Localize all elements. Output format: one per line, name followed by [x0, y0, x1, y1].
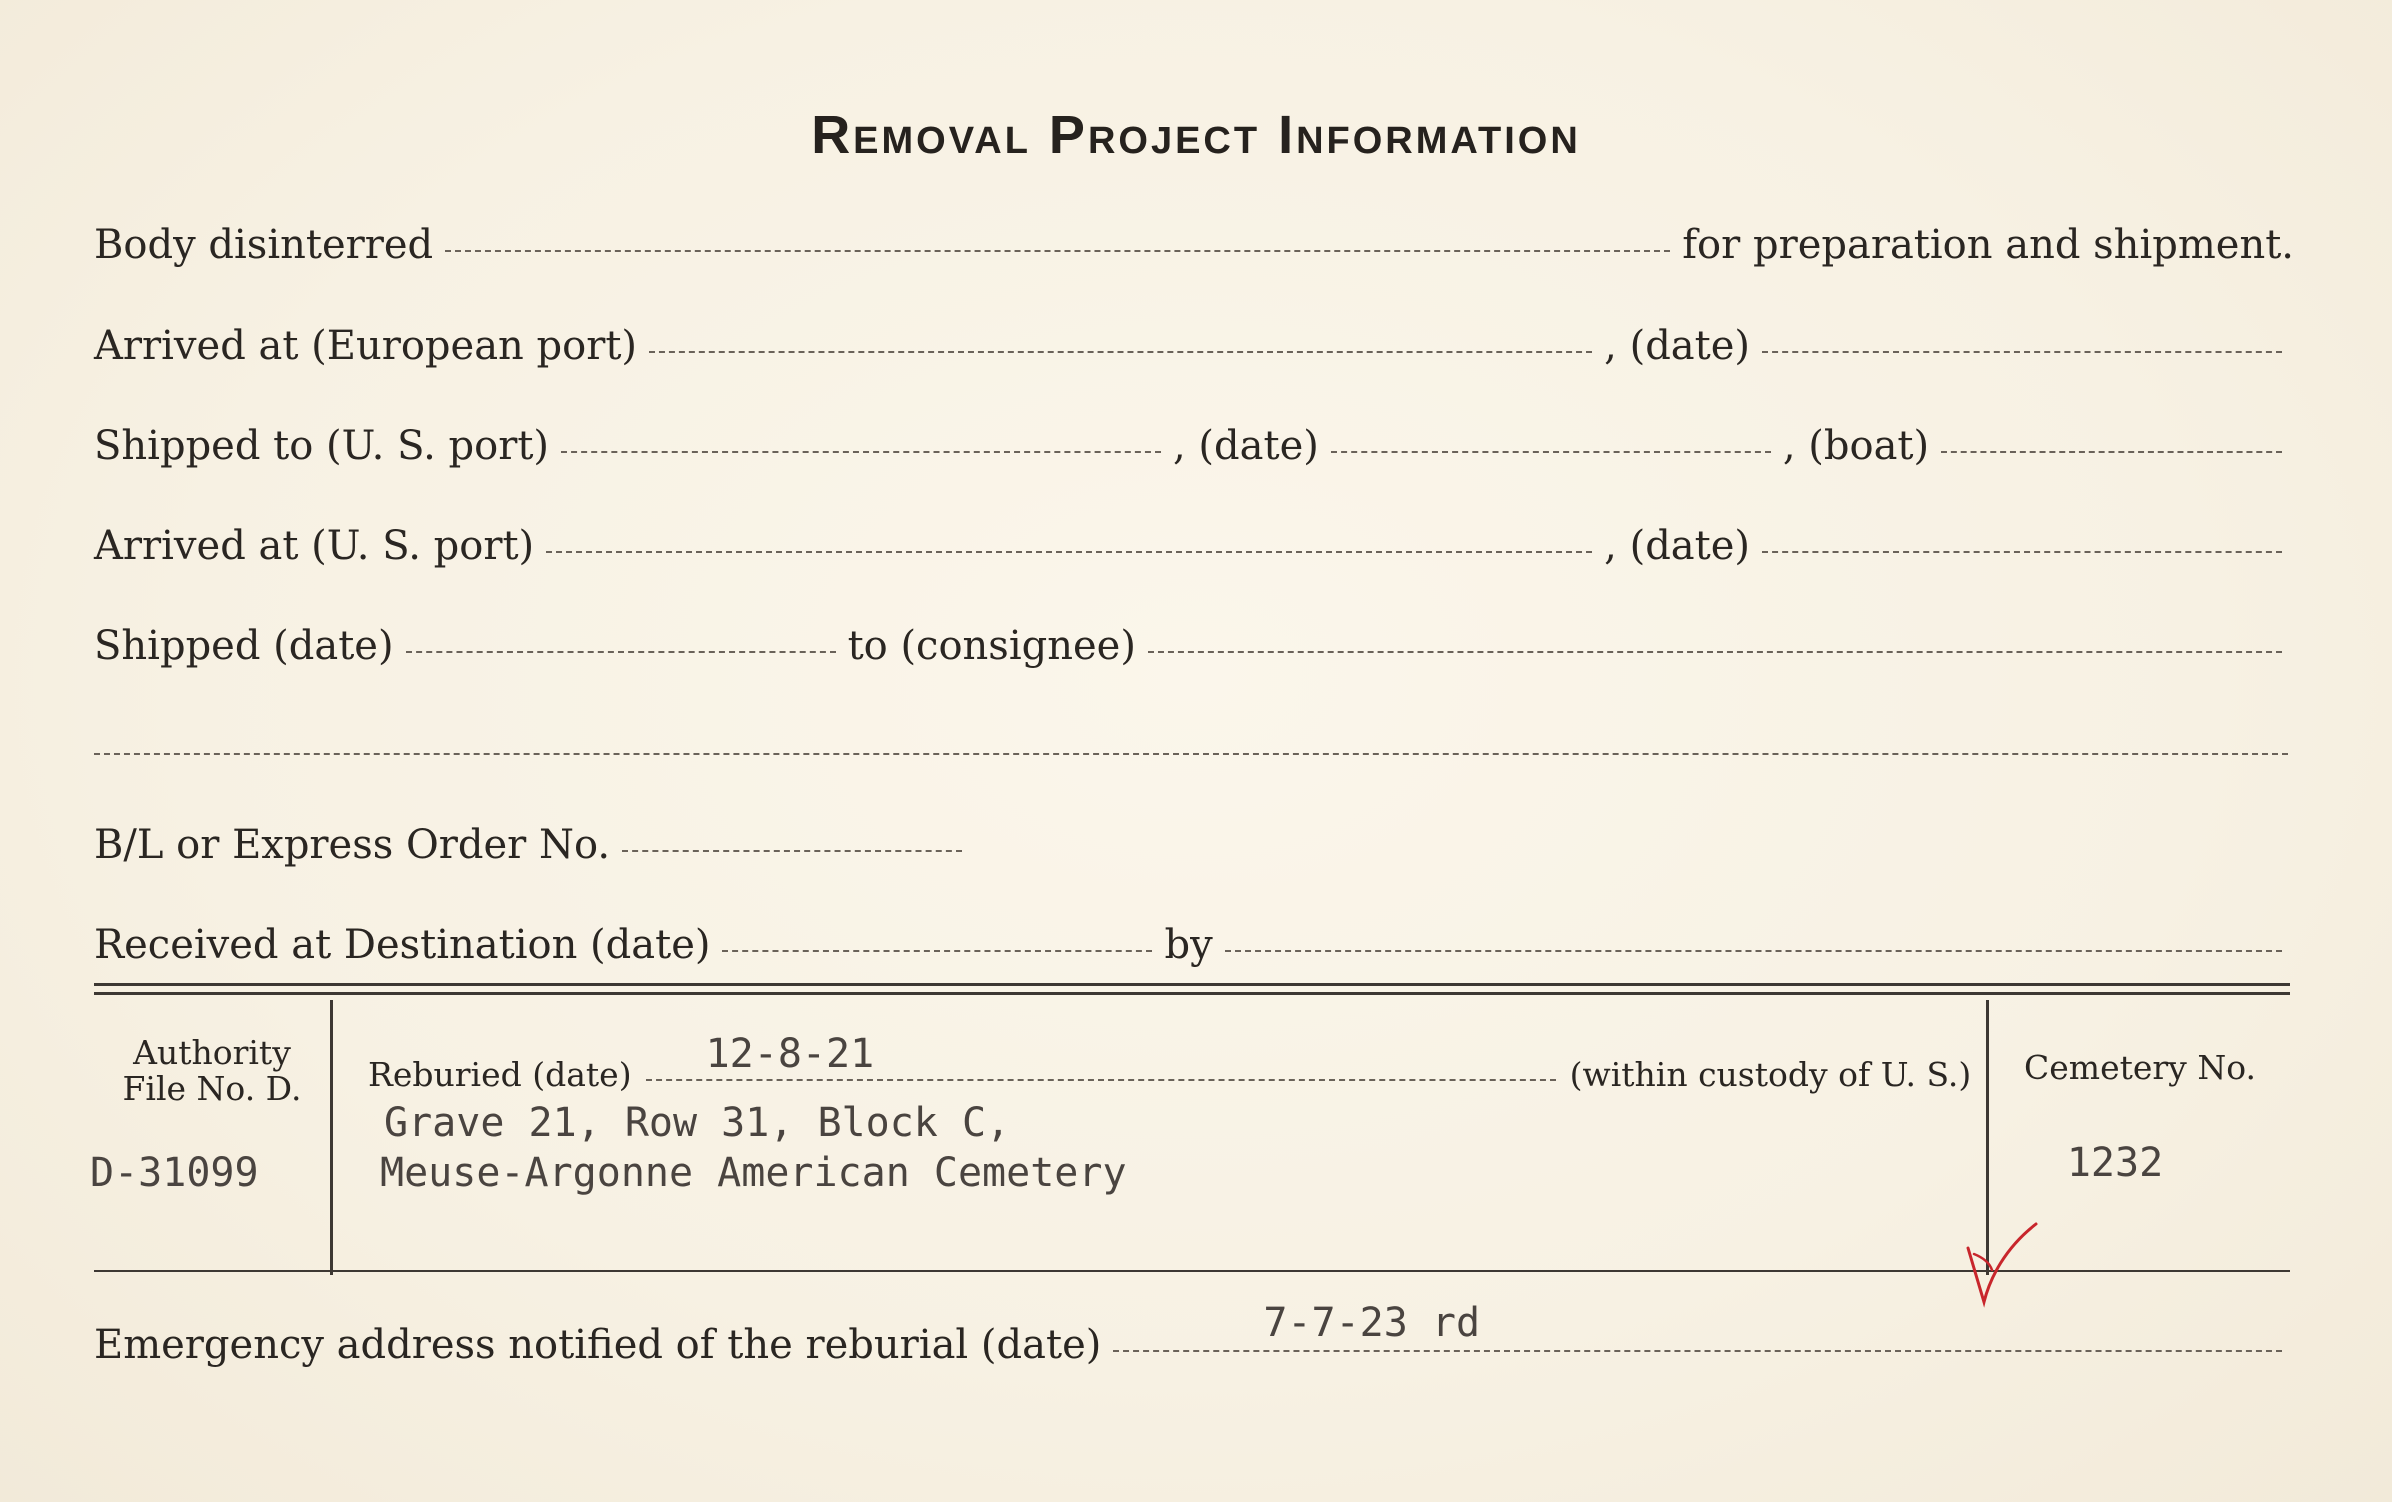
- received-date-field[interactable]: [722, 950, 1152, 952]
- reburied-date-field[interactable]: [646, 1031, 1556, 1081]
- shipped-date-field[interactable]: [406, 651, 836, 653]
- arrived-us-date-label: , (date): [1604, 523, 1750, 569]
- arrived-european-port-field[interactable]: [649, 351, 1592, 353]
- red-check-icon: [1960, 1218, 2040, 1308]
- received-by-label: by: [1164, 922, 1213, 968]
- consignee-continuation-field[interactable]: [94, 753, 2288, 755]
- received-by-field[interactable]: [1225, 950, 2282, 952]
- row-body-disinterred: [94, 222, 2294, 282]
- consignee-field[interactable]: [1148, 651, 2282, 653]
- row-emergency: [94, 1300, 2294, 1382]
- divider-top-2: [94, 992, 2290, 995]
- custody-label: (within custody of U. S.): [1569, 1055, 1972, 1094]
- authority-file-number: D-31099: [90, 1150, 259, 1196]
- shipped-us-label: Shipped to (U. S. port): [94, 423, 549, 469]
- emergency-date-field[interactable]: [1113, 1300, 2282, 1352]
- consignee-label: to (consignee): [847, 623, 1136, 669]
- cemetery-number-value: 1232: [2066, 1140, 2164, 1186]
- row-shipped-us: [94, 423, 2294, 483]
- grave-location-line1: Grave 21, Row 31, Block C,: [384, 1100, 1011, 1146]
- shipped-date-label: Shipped (date): [94, 623, 394, 669]
- body-disinterred-label: Body disinterred: [94, 222, 434, 268]
- body-disinterred-field[interactable]: [445, 250, 1670, 252]
- received-label: Received at Destination (date): [94, 922, 711, 968]
- shipped-us-date-field[interactable]: [1331, 451, 1771, 453]
- arrived-us-label: Arrived at (U. S. port): [94, 523, 535, 569]
- shipped-us-boat-field[interactable]: [1941, 451, 2282, 453]
- authority-label-line1: Authority: [133, 1033, 291, 1072]
- arrived-european-date-label: , (date): [1604, 323, 1750, 369]
- row-arrived-us: [94, 523, 2294, 583]
- reburied-date-value: 12-8-21: [705, 1031, 875, 1077]
- arrived-european-label: Arrived at (European port): [94, 323, 638, 369]
- emergency-date-value: 7-7-23 rd: [1263, 1300, 1481, 1346]
- arrived-us-date-field[interactable]: [1762, 551, 2282, 553]
- divider-top-1: [94, 983, 2290, 986]
- emergency-label: Emergency address notified of the reburial (date): [94, 1322, 1102, 1368]
- authority-label-line2: File No. D.: [122, 1069, 302, 1108]
- card-title: Removal Project Information: [811, 105, 1581, 165]
- body-disinterred-suffix: for preparation and shipment.: [1682, 222, 2294, 268]
- bl-order-field[interactable]: [622, 850, 962, 852]
- shipped-us-port-field[interactable]: [561, 451, 1161, 453]
- reburial-row: [368, 1031, 1972, 1094]
- cemetery-number-label: Cemetery No.: [2024, 1048, 2256, 1087]
- row-received: [94, 922, 2294, 982]
- reburied-label: Reburied (date): [368, 1055, 632, 1094]
- shipped-us-date-label: , (date): [1173, 423, 1319, 469]
- row-shipped-date: [94, 623, 2294, 683]
- bl-order-label: B/L or Express Order No.: [94, 822, 611, 868]
- row-bl-order: [94, 822, 2294, 882]
- row-arrived-european: [94, 323, 2294, 383]
- authority-label: [94, 1035, 330, 1107]
- arrived-european-date-field[interactable]: [1762, 351, 2282, 353]
- column-divider-left: [330, 1000, 333, 1275]
- shipped-us-boat-label: , (boat): [1782, 423, 1930, 469]
- arrived-us-port-field[interactable]: [546, 551, 1592, 553]
- grave-location-line2: Meuse-Argonne American Cemetery: [380, 1150, 1127, 1196]
